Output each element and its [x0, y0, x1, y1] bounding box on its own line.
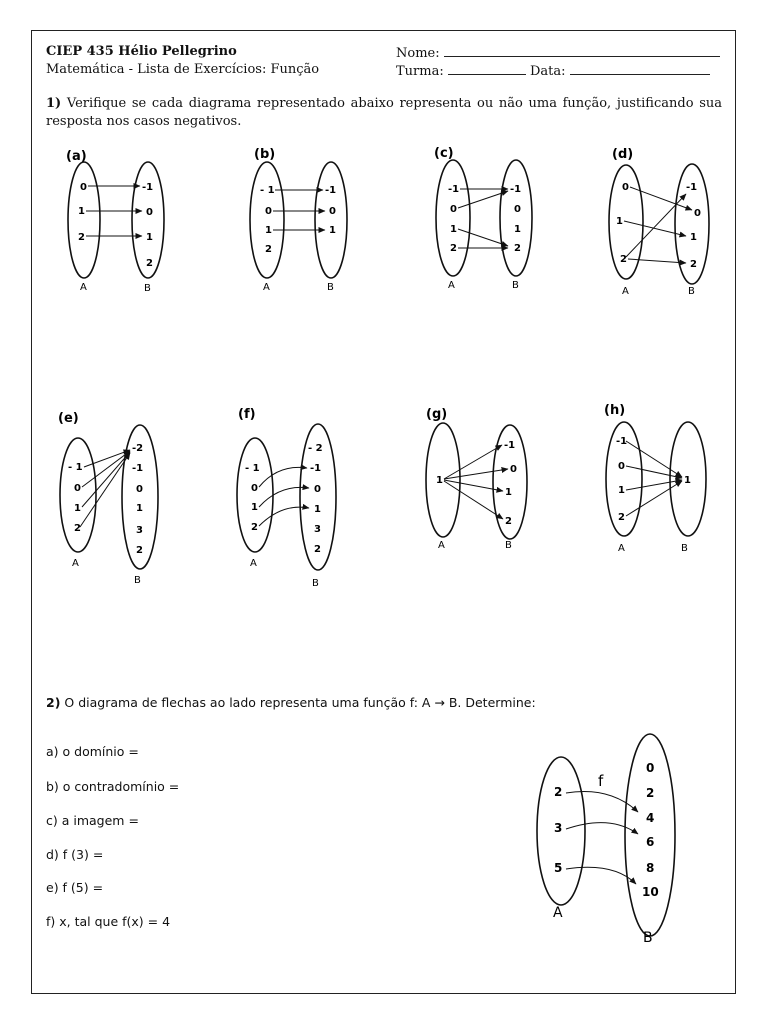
element: - 1	[68, 462, 83, 473]
element: 2	[514, 243, 521, 254]
element: 2	[690, 259, 697, 270]
element: 8	[646, 861, 655, 875]
set-a-ellipse	[68, 162, 100, 278]
arrow	[566, 823, 638, 834]
school-name: CIEP 435 Hélio Pellegrino	[46, 44, 237, 59]
element: 0	[694, 208, 701, 219]
element: 0	[80, 182, 87, 193]
set-b-ellipse	[315, 162, 347, 278]
set-label: B	[327, 282, 334, 293]
element: 0	[450, 204, 457, 215]
element: 0	[622, 182, 629, 193]
element: 1	[329, 225, 336, 236]
arrow	[566, 867, 636, 884]
element: 2	[646, 786, 655, 800]
element: 2	[136, 545, 143, 556]
name-label: Nome:	[396, 46, 440, 61]
class-label: Turma:	[396, 64, 444, 79]
element: 0	[510, 464, 517, 475]
element: -1	[686, 182, 698, 193]
diagram-label: (g)	[426, 407, 448, 422]
diagram-label: (c)	[434, 146, 454, 161]
element: 0	[74, 483, 81, 494]
diagram-b	[250, 147, 347, 293]
element: 1	[78, 206, 85, 217]
element: 3	[314, 524, 321, 535]
date-label: Data:	[530, 64, 566, 79]
arrow	[444, 480, 503, 491]
set-a-ellipse	[436, 160, 470, 276]
element: 0	[146, 207, 153, 218]
element: 1	[265, 225, 272, 236]
set-label: B	[134, 575, 141, 586]
set-a-ellipse	[60, 438, 96, 552]
element: 6	[646, 835, 655, 849]
element: -1	[310, 463, 322, 474]
question-2-text: O diagrama de flechas ao lado representa uma função f: A → B. Determine:	[64, 695, 536, 710]
item-x-such-that: f) x, tal que f(x) = 4	[46, 914, 171, 929]
element: - 1	[245, 463, 260, 474]
element: 0	[265, 206, 272, 217]
set-label: A	[622, 286, 629, 297]
element: -2	[132, 443, 144, 454]
set-label: B	[144, 283, 151, 294]
element: 0	[646, 761, 655, 775]
set-label: A	[80, 282, 87, 293]
arrow	[626, 480, 682, 490]
element: 2	[251, 522, 258, 533]
diagram-label: (h)	[604, 403, 626, 418]
element: 1	[514, 224, 521, 235]
element: 0	[514, 204, 521, 215]
set-a-ellipse	[250, 162, 284, 278]
element: 0	[136, 484, 143, 495]
item-codomain: b) o contradomínio =	[46, 779, 180, 794]
element: 2	[505, 516, 512, 527]
diagram-label: (a)	[66, 149, 87, 164]
element: -1	[504, 440, 516, 451]
arrow	[259, 487, 309, 507]
item-domain: a) o domínio =	[46, 744, 139, 759]
set-label: B	[688, 286, 695, 297]
function-diagram	[537, 734, 675, 946]
element: -1	[132, 463, 144, 474]
element: -1	[616, 436, 628, 447]
function-name: f	[598, 772, 604, 790]
diagram-g	[426, 407, 527, 551]
set-label: A	[448, 280, 455, 291]
element: 1	[684, 475, 691, 486]
diagram-c	[434, 146, 532, 291]
diagram-label: (d)	[612, 147, 634, 162]
set-label: A	[250, 558, 257, 569]
element: -1	[142, 182, 154, 193]
element: 10	[642, 885, 659, 899]
element: 1	[450, 224, 457, 235]
element: 2	[620, 254, 627, 265]
element: 1	[74, 503, 81, 514]
element: 1	[505, 487, 512, 498]
arrow	[630, 187, 692, 210]
item-f-of-5: e) f (5) =	[46, 880, 104, 895]
set-label: B	[512, 280, 519, 291]
element: 5	[554, 861, 563, 875]
element: 0	[251, 483, 258, 494]
element: 2	[78, 232, 85, 243]
arrow	[628, 259, 686, 263]
element: 1	[136, 503, 143, 514]
item-f-of-3: d) f (3) =	[46, 847, 104, 862]
item-image: c) a imagem =	[46, 813, 139, 828]
element: 0	[329, 206, 336, 217]
element: 2	[265, 244, 272, 255]
element: 3	[554, 821, 563, 835]
question-1-text: Verifique se cada diagrama representado abaixo representa ou não uma função, justificando sua resposta nos casos negativos.	[46, 96, 722, 129]
element: 2	[314, 544, 321, 555]
element: 2	[146, 258, 153, 269]
diagram-f	[237, 407, 336, 589]
set-label: A	[618, 543, 625, 554]
diagram-label: (b)	[254, 147, 276, 162]
diagram-label: (e)	[58, 411, 79, 426]
set-label: B	[312, 578, 319, 589]
question-1-number: 1)	[46, 96, 62, 111]
element: 2	[74, 523, 81, 534]
diagram-a	[66, 149, 164, 294]
diagram-h	[604, 403, 706, 554]
element: 3	[136, 525, 143, 536]
set-label: B	[505, 540, 512, 551]
element: 4	[646, 811, 655, 825]
element: 1	[314, 504, 321, 515]
element: 1	[616, 216, 623, 227]
element: 2	[618, 512, 625, 523]
set-label: A	[72, 558, 79, 569]
arrow	[444, 469, 508, 479]
set-label: A	[553, 905, 563, 921]
element: 0	[314, 484, 321, 495]
element: 1	[251, 502, 258, 513]
element: 2	[554, 785, 563, 799]
element: 0	[618, 461, 625, 472]
subject-title: Matemática - Lista de Exercícios: Função	[46, 62, 320, 77]
set-a-ellipse	[426, 423, 460, 537]
question-2-number: 2)	[46, 695, 61, 710]
diagram-label: (f)	[238, 407, 256, 422]
element: -1	[325, 185, 337, 196]
element: 1	[146, 232, 153, 243]
set-b-ellipse	[500, 160, 532, 276]
element: -1	[448, 184, 460, 195]
element: 1	[618, 485, 625, 496]
arrow	[624, 221, 686, 236]
element: 1	[690, 232, 697, 243]
element: 2	[450, 243, 457, 254]
diagram-e	[58, 411, 158, 586]
element: 1	[436, 475, 443, 486]
set-label: B	[643, 930, 653, 946]
set-label: A	[438, 540, 445, 551]
element: -1	[510, 184, 522, 195]
element: - 1	[260, 185, 275, 196]
set-label: B	[681, 543, 688, 554]
element: - 2	[308, 443, 323, 454]
diagram-d	[609, 147, 709, 297]
question-2	[46, 695, 536, 710]
set-a-ellipse	[237, 438, 273, 552]
set-label: A	[263, 282, 270, 293]
